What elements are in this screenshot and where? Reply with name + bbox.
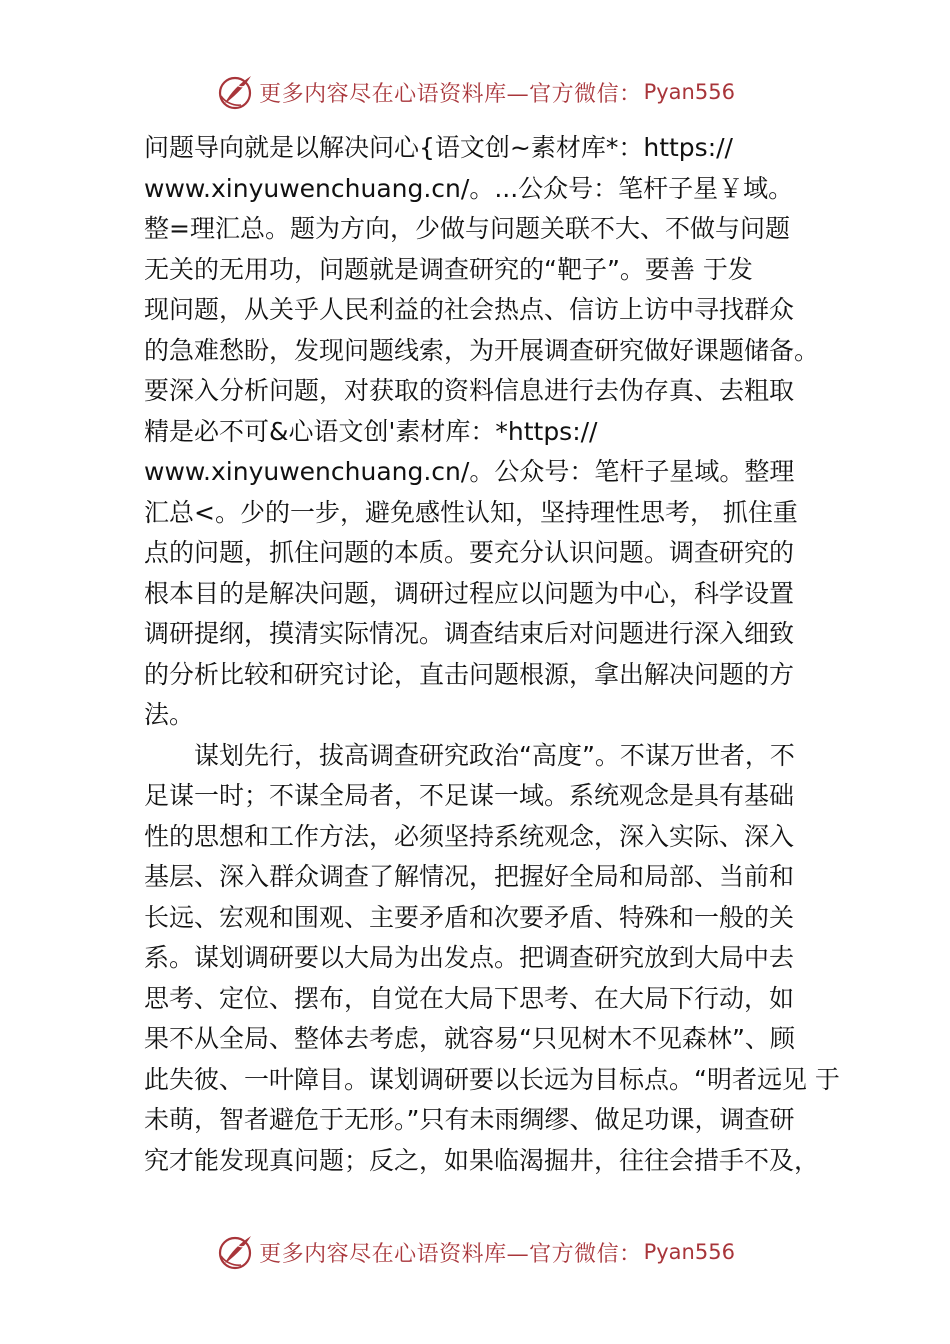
text-line: 无关的无用功，问题就是调查研究的“靶子”。要善 于发 [144, 254, 753, 284]
footer-banner [0, 1230, 950, 1274]
text-line: 性的思想和工作方法，必须坚持系统观念，深入实际、深入 [144, 821, 795, 851]
text-line: 整=理汇总。题为方向，少做与问题关联不大、不做与问题 [144, 214, 790, 243]
quill-logo-icon [215, 1232, 255, 1272]
text-line: 汇总<。少的一步，避免感性认知，坚持理性思考， 抓住重 [144, 497, 798, 527]
banner-text: 更多内容尽在心语资料库—官方微信： [259, 81, 642, 107]
text-line: 法。 [144, 700, 195, 729]
text-line: 的分析比较和研究讨论，直击问题根源，拿出解决问题的方 [144, 659, 795, 689]
text-line: 问题导向就是以解决问心{语文创~素材库*：https:// [144, 133, 733, 162]
text-line: 基层、深入群众调查了解情况，把握好全局和局部、当前和 [144, 862, 795, 891]
text-line: 要深入分析问题，对获取的资料信息进行去伪存真、去粗取 [144, 376, 795, 405]
text-line: 根本目的是解决问题，调研过程应以问题为中心，科学设置 [144, 578, 795, 608]
banner-wechat-id: Pyan556 [643, 1240, 735, 1264]
text-line: 系。谋划调研要以大局为出发点。把调查研究放到大局中去 [144, 943, 795, 972]
text-line: 果不从全局、整体去考虑，就容易“只见树木不见森林”、顾 [144, 1024, 795, 1053]
text-line: 点的问题，抓住问题的本质。要充分认识问题。调查研究的 [144, 538, 795, 567]
text-line: www.xinyuwenchuang.cn/。...公众号：笔杆子星￥域。 [144, 173, 794, 203]
text-line: 足谋一时；不谋全局者，不足谋一域。系统观念是具有基础 [144, 781, 795, 810]
text-line: 精是必不可&心语文创'素材库：*https:// [144, 416, 598, 446]
banner-wechat-id: Pyan556 [643, 80, 735, 104]
text-line: 未萌，智者避危于无形。”只有未雨绸缪、做足功课，调查研 [144, 1105, 795, 1134]
text-line: 究才能发现真问题；反之，如果临渴掘井，往往会措手不及， [144, 1145, 820, 1175]
document-body [144, 128, 840, 1181]
banner-text: 更多内容尽在心语资料库—官方微信： [259, 1241, 642, 1267]
text-line: www.xinyuwenchuang.cn/。公众号：笔杆子星域。整理 [144, 457, 795, 486]
quill-logo-icon [215, 72, 255, 112]
text-line: 思考、定位、摆布，自觉在大局下思考、在大局下行动，如 [144, 983, 795, 1013]
text-line: 现问题，从关乎人民利益的社会热点、信访上访中寻找群众 [144, 295, 795, 324]
text-line: 此失彼、一叶障目。谋划调研要以长远为目标点。“明者远见 于 [144, 1064, 840, 1094]
text-line: 的急难愁盼，发现问题线索，为开展调查研究做好课题储备。 [144, 335, 820, 365]
paragraph-start-line: 谋划先行，拔高调查研究政治“高度”。不谋万世者，不 [194, 740, 795, 770]
text-line: 调研提纲，摸清实际情况。调查结束后对问题进行深入细致 [144, 619, 795, 648]
text-line: 长远、宏观和围观、主要矛盾和次要矛盾、特殊和一般的关 [144, 902, 795, 932]
header-banner [0, 70, 950, 114]
